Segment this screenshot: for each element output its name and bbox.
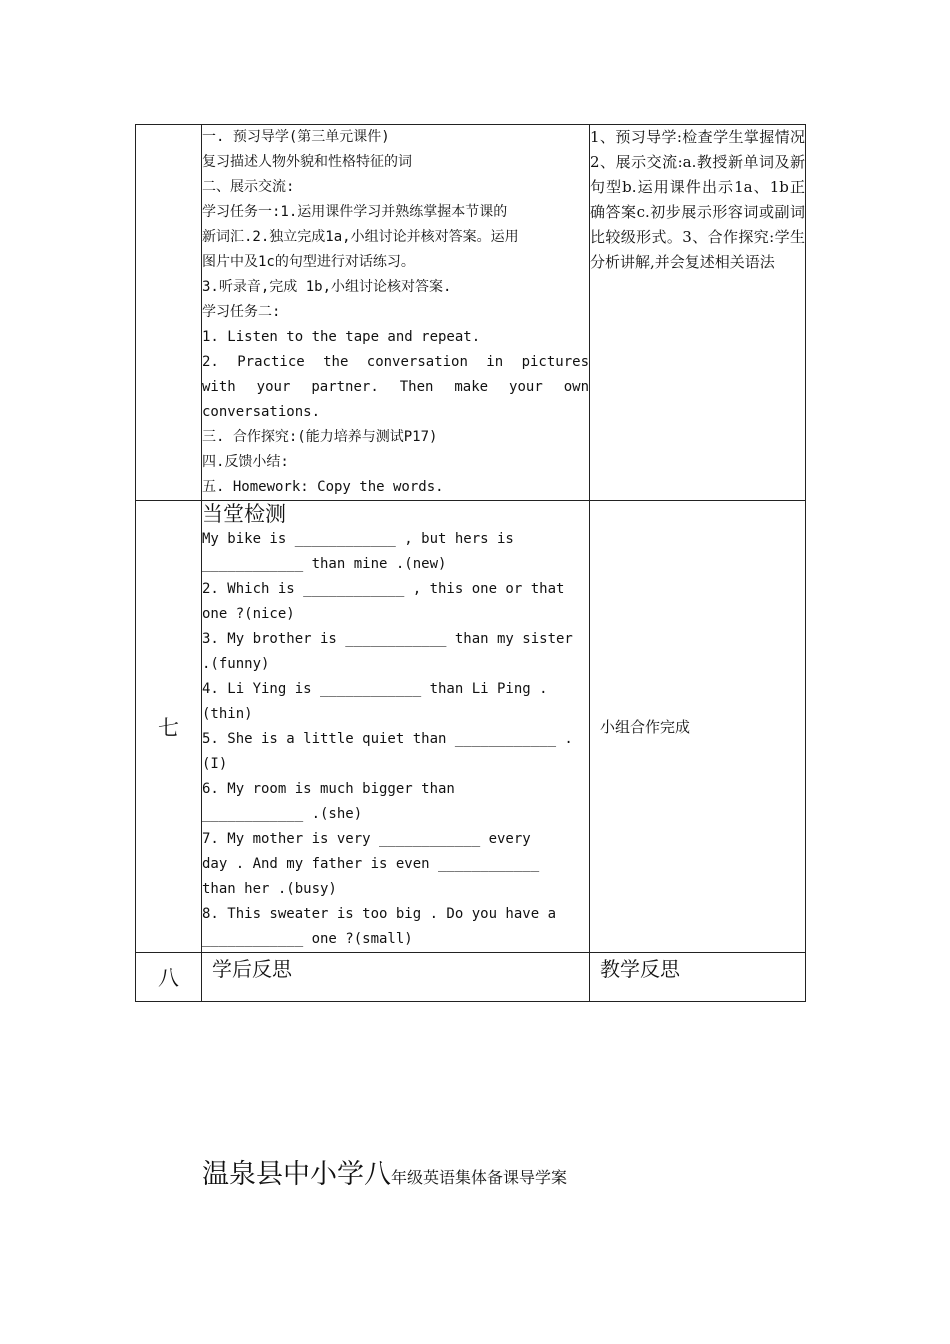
teacher-notes-cell: 1、预习导学:检查学生掌握情况2、展示交流:a.教授新单词及新句型b.运用课件出示1a、1b正确答案c.初步展示形容词或副词比较级形式。3、合作探究:学生分析讲解,并会复述相关语法 <box>590 125 806 501</box>
document-title-small: 年级英语集体备课导学案 <box>391 1168 568 1187</box>
row-number-cell: 七 <box>136 501 202 953</box>
row-number-cell-empty <box>136 125 202 501</box>
exercise-line: .(funny) <box>202 656 270 672</box>
exercise-heading: 当堂检测 <box>202 502 286 526</box>
exercise-line: 3. My brother is ____________ than my sister <box>202 631 573 647</box>
student-reflection-cell: 学后反思 <box>202 953 590 1002</box>
exercise-line: 6. My room is much bigger than <box>202 781 455 797</box>
exercise-line: than her .(busy) <box>202 881 337 897</box>
procedure-line: 学习任务二: <box>202 304 281 320</box>
procedure-line: 五. Homework: Copy the words. <box>202 479 444 495</box>
exercise-line: 7. My mother is very ____________ every <box>202 831 531 847</box>
exercise-line: 8. This sweater is too big . Do you have a <box>202 906 557 922</box>
procedure-line: 一. 预习导学(第三单元课件) <box>202 129 390 145</box>
row-number-cell: 八 <box>136 953 202 1002</box>
exercise-line: 5. She is a little quiet than ____________ . <box>202 731 573 747</box>
table-row <box>136 125 806 501</box>
exercise-line: day . And my father is even ____________ <box>202 856 540 872</box>
exercise-line: ____________ than mine .(new) <box>202 556 447 572</box>
table-row <box>136 953 806 1002</box>
exercise-line: My bike is ____________ , but hers is <box>202 531 514 547</box>
procedure-line: 四.反馈小结: <box>202 454 289 470</box>
exercise-line: (thin) <box>202 706 253 722</box>
exercise-line: ____________ one ?(small) <box>202 931 413 947</box>
exercise-notes-cell: 小组合作完成 <box>590 501 806 953</box>
procedure-cell <box>202 125 590 501</box>
exercise-line: one ?(nice) <box>202 606 295 622</box>
table-row <box>136 501 806 953</box>
procedure-line: 2. Practice the conversation in pictures <box>202 354 589 370</box>
exercise-line: 2. Which is ____________ , this one or that <box>202 581 565 597</box>
procedure-line: 学习任务一:1.运用课件学习并熟练掌握本节课的 <box>202 204 508 220</box>
procedure-line: 复习描述人物外貌和性格特征的词 <box>202 154 412 170</box>
procedure-line: with your partner. Then make your own <box>202 379 589 395</box>
lesson-plan-table <box>135 124 806 1002</box>
exercise-line: (I) <box>202 756 228 772</box>
document-title-large: 温泉县中小学八 <box>202 1159 391 1190</box>
teaching-reflection-cell: 教学反思 <box>590 953 806 1002</box>
procedure-line: 1. Listen to the tape and repeat. <box>202 329 481 345</box>
procedure-line: conversations. <box>202 404 321 420</box>
exercise-line: 4. Li Ying is ____________ than Li Ping . <box>202 681 548 697</box>
procedure-line: 图片中及1c的句型进行对话练习。 <box>202 254 415 270</box>
procedure-line: 三. 合作探究:(能力培养与测试P17) <box>202 429 438 445</box>
document-title <box>202 1152 567 1191</box>
procedure-line: 3.听录音,完成 1b,小组讨论核对答案. <box>202 279 452 295</box>
procedure-line: 新词汇.2.独立完成1a,小组讨论并核对答案。运用 <box>202 229 519 245</box>
exercise-line: ____________ .(she) <box>202 806 363 822</box>
procedure-line: 二、展示交流: <box>202 179 295 195</box>
exercise-cell <box>202 501 590 953</box>
